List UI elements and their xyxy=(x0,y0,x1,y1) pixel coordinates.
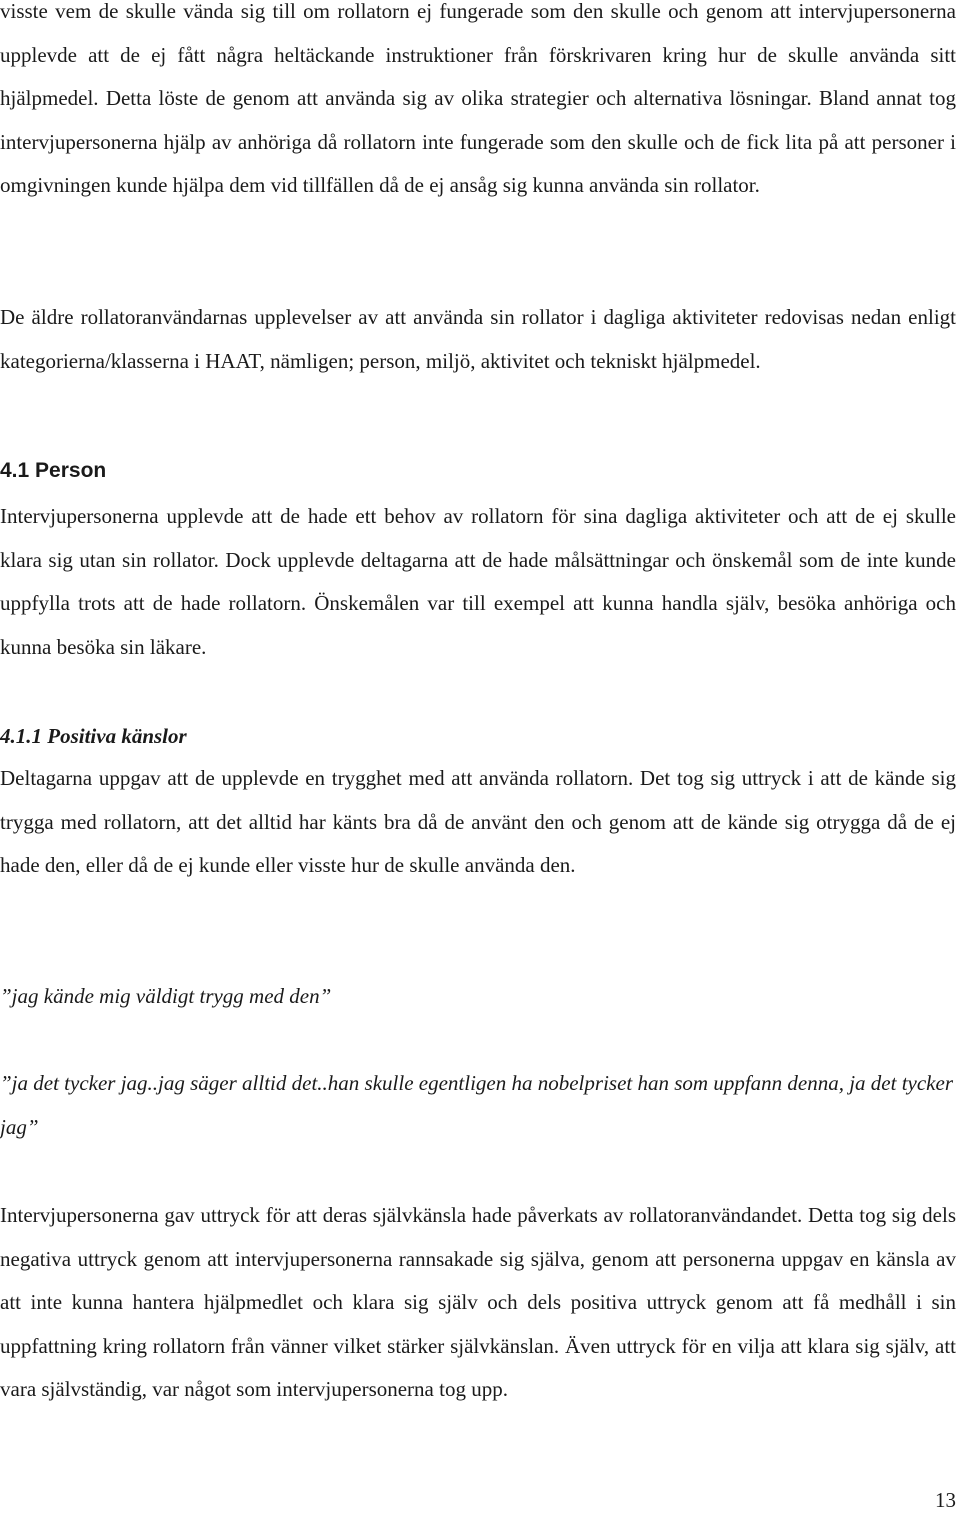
paragraph-sjalvkansla: Intervjupersonerna gav uttryck för att deras självkänsla hade påverkats av rollatoranvändandet. Detta tog sig dels negativa uttryck genom att intervjupersonerna rannsakade sig själva, genom att personerna uppgav en känsla av att inte kunna hantera hjälpmedlet och klara sig själv och dels positiva uttryck genom att få medhåll i sin uppfattning kring rollatorn från vänner vilket stärker självkänslan. Även uttryck för en vilja att klara sig själv, att vara självständig, var något som intervjupersonerna tog upp. xyxy=(0,1203,956,1402)
paragraph-positiva-kanslor: Deltagarna uppgav att de upplevde en trygghet med att använda rollatorn. Det tog sig uttryck i att de kände sig trygga med rollatorn, att det alltid har känts bra då de använt den och genom att de kände sig otrygga då de ej hade den, eller då de ej kunde eller visste hur de skulle använda den. xyxy=(0,766,956,878)
paragraph-haat: De äldre rollatoranvändarnas upplevelser av att använda sin rollator i dagliga aktiviteter redovisas nedan enligt kategorierna/klasserna i HAAT, nämligen; person, miljö, aktivitet och tekniskt hjälpmedel. xyxy=(0,305,956,373)
quote-nobelpriset: ”ja det tycker jag..jag säger alltid det..han skulle egentligen ha nobelpriset han som uppfann denna, ja det tycker jag” xyxy=(0,1071,953,1139)
paragraph-intro: visste vem de skulle vända sig till om rollatorn ej fungerade som den skulle och genom att intervjupersonerna upplevde att de ej fått några heltäckande instruktioner från förskrivaren kring hur de skulle använda sitt hjälpmedel. Detta löste de genom att använda sig av olika strategier och alternativa lösningar. Bland annat tog intervjupersonerna hjälp av anhöriga då rollatorn inte fungerade som den skulle och de fick lita på att personer i omgivningen kunde hjälpa dem vid tillfällen då de ej ansåg sig kunna använda sin rollator. xyxy=(0,0,956,198)
quote-trygg: ”jag kände mig väldigt trygg med den” xyxy=(0,984,332,1008)
section-heading-person: 4.1 Person xyxy=(0,459,107,482)
page-number: 13 xyxy=(935,1488,956,1512)
subsection-heading-positiva-kanslor: 4.1.1 Positiva känslor xyxy=(0,724,187,748)
paragraph-person: Intervjupersonerna upplevde att de hade ett behov av rollatorn för sina dagliga aktiviteter och att de ej skulle klara sig utan sin rollator. Dock upplevde deltagarna att de hade målsättningar och önskemål som de inte kunde uppfylla trots att de hade rollatorn. Önskemålen var till exempel att kunna handla själv, besöka anhöriga och kunna besöka sin läkare. xyxy=(0,504,956,659)
